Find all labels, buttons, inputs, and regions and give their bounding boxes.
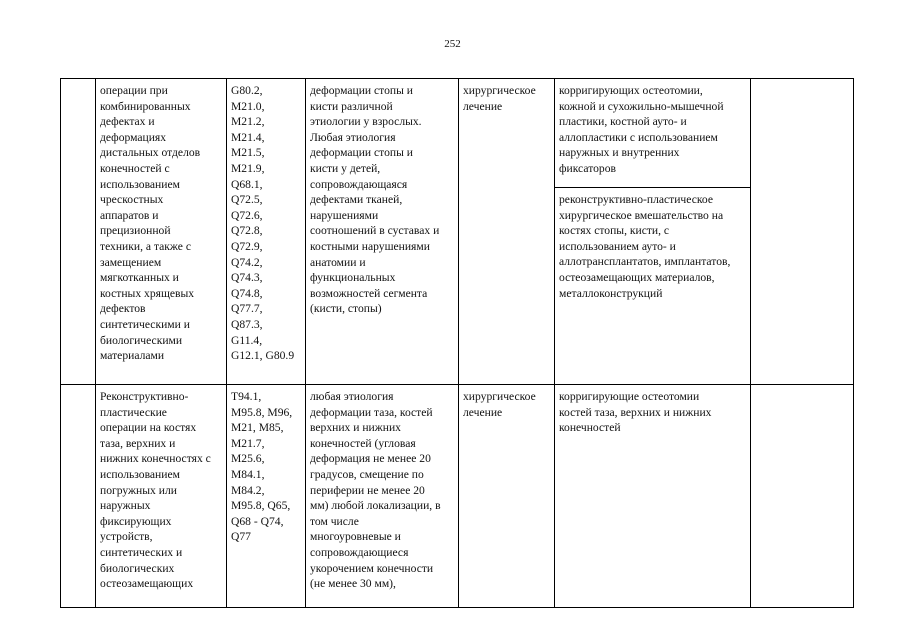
icd-codes-cell: T94.1, M95.8, M96, M21, M85, M21.7, M25.6, M84.1, M84.2, M95.8, Q65, Q68 - Q74, Q77 — [227, 385, 306, 608]
patient-model-cell: любая этиология деформации таза, костей верхних и нижних конечностей (угловая деформация не менее 20 градусов, смещение по периферии не менее 20 мм) любой локализации, в том числе многоуровневые и сопровождающиеся укорочением конечности (не менее 30 мм), — [306, 385, 459, 608]
treatment-method-cell: корригирующих остеотомии, кожной и сухожильно-мышечной пластики, костной ауто- и аллопластики с использованием наружных и внутренних фиксаторов — [555, 79, 751, 188]
procedure-name-cell: Реконструктивно- пластические операции на костях таза, верхних и нижних конечностях с использованием погружных или наружных фиксирующих устройств, синтетических и биологических остеозамещающих — [96, 385, 227, 608]
page-number: 252 — [444, 38, 461, 50]
row-number-cell — [61, 79, 96, 385]
standard-cell — [751, 385, 854, 608]
treatment-method-cell: реконструктивно-пластическое хирургическое вмешательство на костях стопы, кисти, с использованием ауто- и аллотрансплантатов, имплантатов, остеозамещающих материалов, металлоконструкций — [555, 188, 751, 385]
treatment-type-cell: хирургическое лечение — [459, 385, 555, 608]
medical-care-table — [60, 78, 854, 608]
table-row — [61, 79, 854, 188]
treatment-type-cell: хирургическое лечение — [459, 79, 555, 385]
procedure-name-cell: операции при комбинированных дефектах и деформациях дистальных отделов конечностей с использованием чрескостных аппаратов и прецизионной техники, а также с замещением мягкотканных и костных хрящевых дефектов синтетическими и биологическими материалами — [96, 79, 227, 385]
icd-codes-cell: G80.2, M21.0, M21.2, M21.4, M21.5, M21.9, Q68.1, Q72.5, Q72.6, Q72.8, Q72.9, Q74.2, Q74.3, Q74.8, Q77.7, Q87.3, G11.4, G12.1, G80.9 — [227, 79, 306, 385]
treatment-method-cell: корригирующие остеотомии костей таза, верхних и нижних конечностей — [555, 385, 751, 608]
standard-cell — [751, 79, 854, 385]
row-number-cell — [61, 385, 96, 608]
table-row — [61, 385, 854, 608]
patient-model-cell: деформации стопы и кисти различной этиологии у взрослых. Любая этиология деформации стопы и кисти у детей, сопровождающаяся дефектами тканей, нарушениями соотношений в суставах и костными нарушениями анатомии и функциональных возможностей сегмента (кисти, стопы) — [306, 79, 459, 385]
